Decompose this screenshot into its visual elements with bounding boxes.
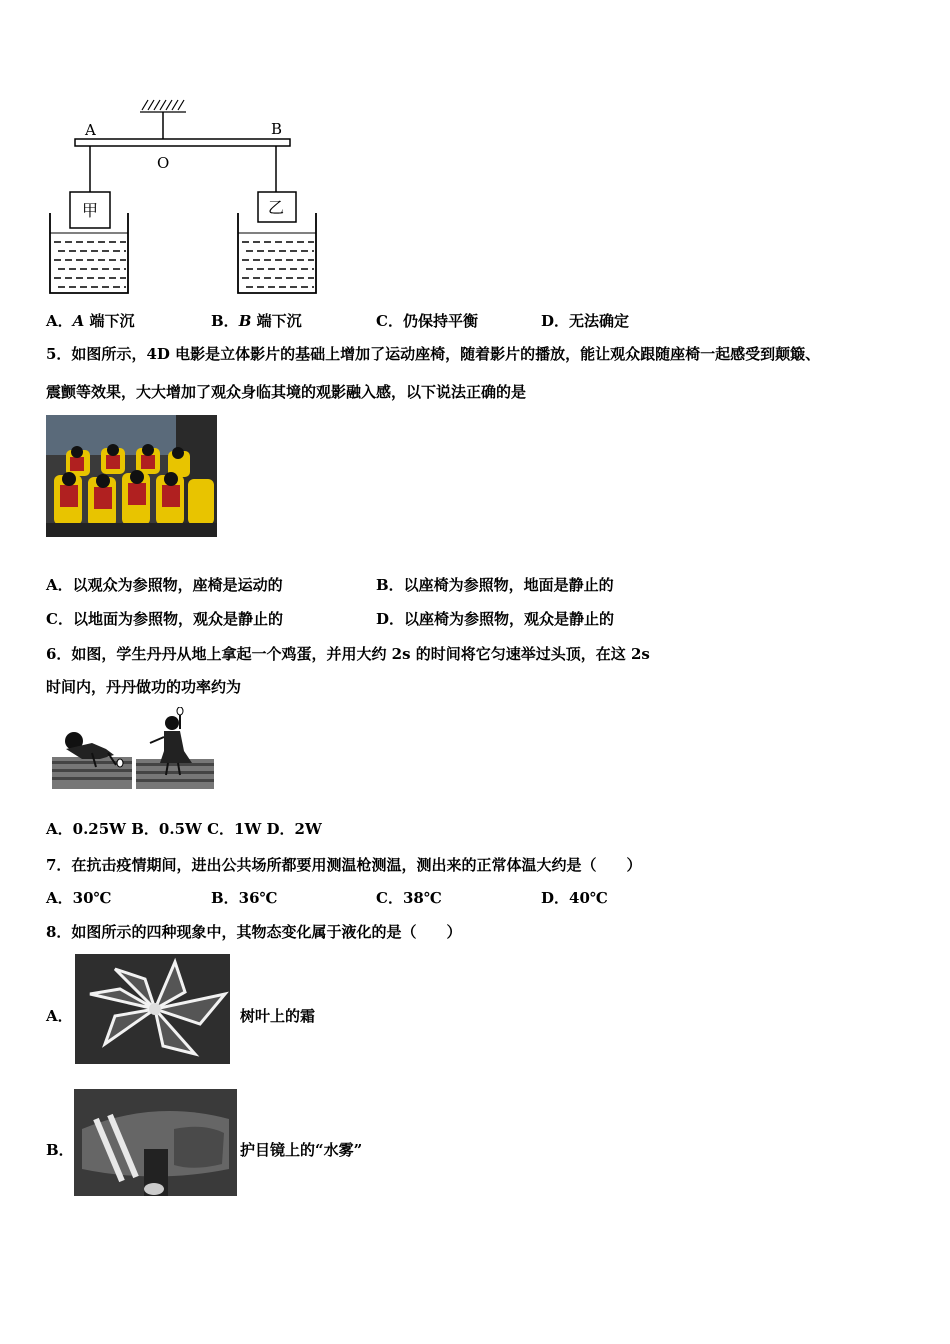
label-o: O <box>157 154 170 172</box>
q8-stem: 8．如图所示的四种现象中，其物态变化属于液化的是（ ） <box>46 923 462 941</box>
student-egg-figure <box>52 707 216 791</box>
q6-options: A．0.25W B．0.5W C．1W D．2W <box>46 820 322 838</box>
q7-stem: 7．在抗击疫情期间，进出公共场所都要用测温枪测温，测出来的正常体温大约是（ ） <box>46 856 642 874</box>
q7-option-d: D．40℃ <box>541 889 608 907</box>
q7-option-b: B．36℃ <box>211 889 278 907</box>
q8-option-a-key: A． <box>46 1007 73 1025</box>
label-a: A <box>85 121 96 139</box>
label-jia: 甲 <box>82 201 99 220</box>
q8-option-b-key: B． <box>46 1141 74 1159</box>
q5-option-b: B．以座椅为参照物，地面是静止的 <box>376 576 614 594</box>
q6-stem-line2: 时间内，丹丹做功的功率约为 <box>46 678 242 696</box>
q4-option-a: A．A 端下沉 <box>46 312 135 330</box>
q5-option-d: D．以座椅为参照物，观众是静止的 <box>376 610 615 628</box>
q6-stem-line1: 6．如图，学生丹丹从地上拿起一个鸡蛋，并用大约 2s 的时间将它匀速举过头顶，在这 2s <box>46 645 650 663</box>
label-yi: 乙 <box>268 198 285 217</box>
q5-stem-line2: 震颤等效果，大大增加了观众身临其境的观影融入感，以下说法正确的是 <box>46 383 527 401</box>
q8-option-b-caption: 护目镜上的“水雾” <box>240 1141 363 1159</box>
label-b: B <box>271 120 283 138</box>
q4-option-d: D．无法确定 <box>541 312 630 330</box>
q5-option-c: C．以地面为参照物，观众是静止的 <box>46 610 283 628</box>
frost-leaf-photo <box>75 954 237 1064</box>
q4-option-c: C．仍保持平衡 <box>376 312 478 330</box>
q4-option-b: B．B 端下沉 <box>211 312 302 330</box>
q7-option-a: A．30℃ <box>46 889 112 907</box>
q8-option-a-caption: 树叶上的霜 <box>240 1007 316 1025</box>
q5-option-a: A．以观众为参照物，座椅是运动的 <box>46 576 283 594</box>
q5-stem-line1: 5．如图所示，4D 电影是立体影片的基础上增加了运动座椅，随着影片的播放，能让观众跟随座椅一起感受到颠簸、 <box>46 345 821 363</box>
goggles-fog-photo <box>74 1089 237 1196</box>
cinema-photo <box>46 415 217 537</box>
lever-balance-figure <box>40 95 330 300</box>
q7-option-c: C．38℃ <box>376 889 442 907</box>
